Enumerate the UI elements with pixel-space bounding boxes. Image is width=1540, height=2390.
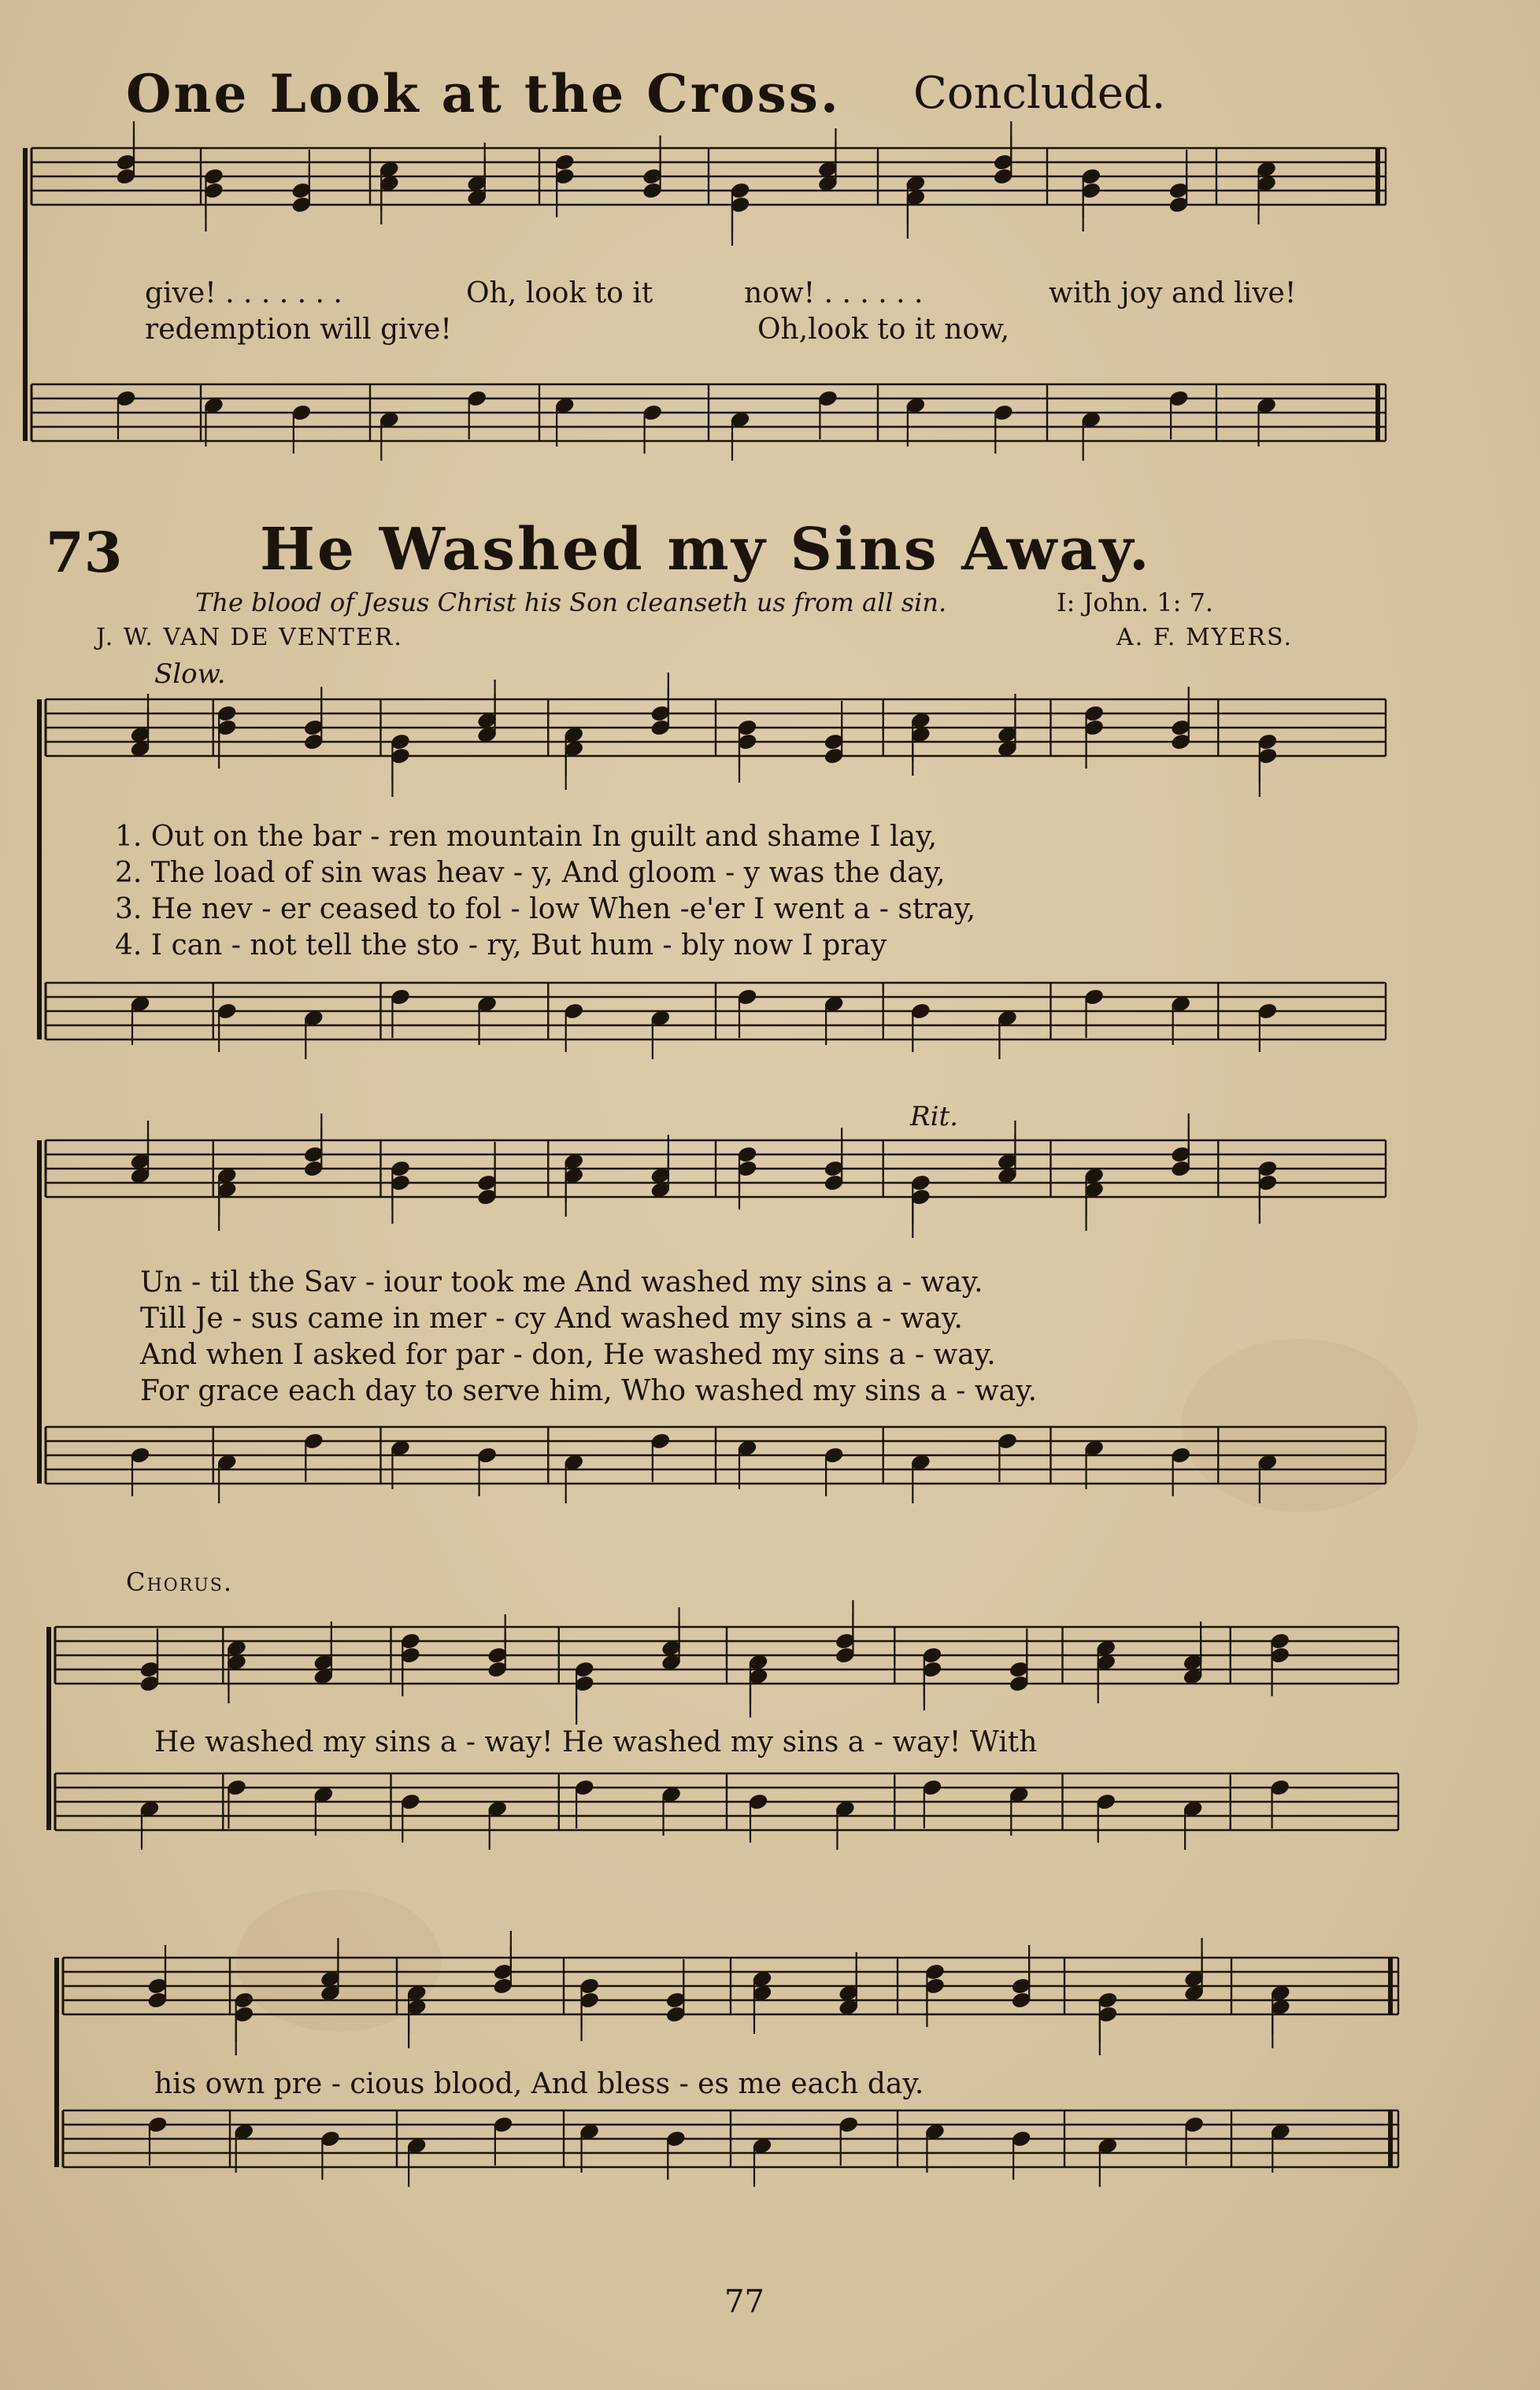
previous-hymn-title: One Look at the Cross. [126, 63, 841, 124]
prev-lyric-look-now: Oh,look to it now, [757, 313, 1010, 346]
verse-1-line-a: 1. Out on the bar - ren mountain In guilt and shame I lay, [115, 821, 938, 853]
verse-4-line-b: For grace each day to serve him, Who washed my sins a - way. [140, 1375, 1038, 1407]
prev-lyric-give: give! . . . . . . . [145, 277, 342, 309]
verse-2-line-a: 2. The load of sin was heav - y, And gloom - y was the day, [115, 857, 946, 889]
chorus-line-1: He washed my sins a - way! He washed my sins a - way! With [154, 1726, 1038, 1758]
composer-credit: A. F. MYERS. [1116, 624, 1293, 651]
chorus-label: Chorus. [126, 1567, 234, 1597]
hymn-title: He Washed my Sins Away. [260, 516, 1152, 584]
verse-3-line-a: 3. He nev - er ceased to fol - low When -e'er I went a - stray, [115, 893, 976, 925]
verse-2-line-b: Till Je - sus came in mer - cy And washed my sins a - way. [140, 1302, 963, 1335]
author-credit: J. W. VAN DE VENTER. [96, 624, 403, 651]
hymn-number: 73 [46, 520, 123, 585]
tempo-marking: Slow. [154, 658, 226, 690]
verse-1-line-b: Un - til the Sav - iour took me And washed my sins a - way. [140, 1266, 983, 1299]
prev-lyric-now: now! . . . . . . [744, 277, 924, 309]
chorus-line-2: his own pre - cious blood, And bless - es me each day. [154, 2068, 924, 2100]
scripture-quote: The blood of Jesus Christ his Son cleanseth us from all sin. [195, 587, 947, 617]
verse-3-line-b: And when I asked for par - don, He washed my sins a - way. [140, 1339, 996, 1371]
ritard-marking: Rit. [910, 1101, 958, 1132]
page-number: 77 [724, 2284, 764, 2320]
prev-lyric-live: with joy and live! [1049, 277, 1297, 309]
previous-hymn-subtitle: Concluded. [913, 68, 1166, 119]
verse-4-line-a: 4. I can - not tell the sto - ry, But hum - bly now I pray [115, 929, 887, 962]
prev-lyric-look: Oh, look to it [466, 277, 653, 309]
scripture-reference: I: John. 1: 7. [1057, 587, 1214, 617]
prev-lyric-redemption: redemption will give! [145, 313, 452, 346]
